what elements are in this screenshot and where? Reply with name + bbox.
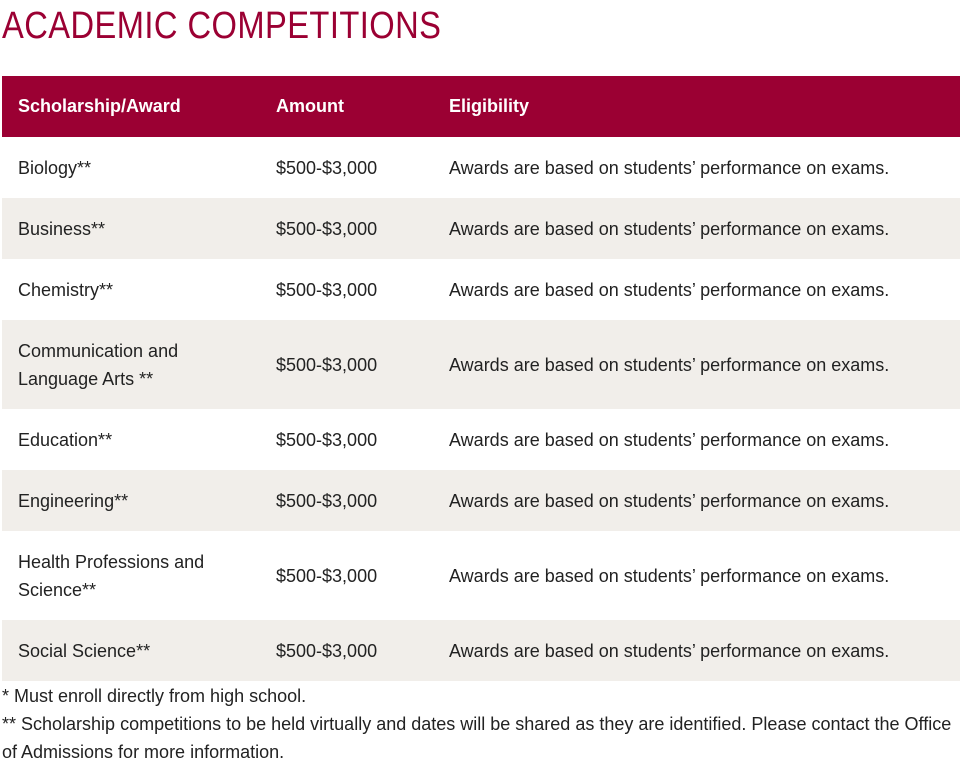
award-name: Social Science** bbox=[18, 640, 151, 661]
award-amount: $500-$3,000 bbox=[276, 157, 378, 178]
table-body bbox=[2, 137, 960, 681]
scholarship-table bbox=[2, 76, 960, 681]
table-header-row bbox=[2, 76, 960, 137]
footnotes bbox=[2, 682, 964, 766]
table-header bbox=[2, 76, 960, 137]
table-row bbox=[2, 137, 960, 198]
award-amount: $500-$3,000 bbox=[276, 565, 378, 586]
award-amount: $500-$3,000 bbox=[276, 490, 378, 511]
award-amount: $500-$3,000 bbox=[276, 354, 378, 375]
footnote-virtual-competitions: ** Scholarship competitions to be held virtually and dates will be shared as they are identified. Please contact the Office of Admissions for more information. bbox=[2, 714, 952, 762]
table-row bbox=[2, 531, 960, 620]
award-name: Education** bbox=[18, 429, 113, 450]
award-name: Health Professions and Science** bbox=[18, 551, 205, 600]
award-eligibility: Awards are based on students’ performance on exams. bbox=[449, 354, 890, 375]
award-name: Business** bbox=[18, 218, 106, 239]
column-header-amount: Amount bbox=[276, 96, 344, 116]
award-eligibility: Awards are based on students’ performance on exams. bbox=[449, 490, 890, 511]
table-row bbox=[2, 320, 960, 409]
award-eligibility: Awards are based on students’ performance on exams. bbox=[449, 279, 890, 300]
table-row bbox=[2, 409, 960, 470]
award-eligibility: Awards are based on students’ performance on exams. bbox=[449, 218, 890, 239]
footnote-enrollment: * Must enroll directly from high school. bbox=[2, 686, 307, 706]
table-row bbox=[2, 620, 960, 681]
award-name: Biology** bbox=[18, 157, 92, 178]
award-eligibility: Awards are based on students’ performance on exams. bbox=[449, 565, 890, 586]
table-row bbox=[2, 470, 960, 531]
award-eligibility: Awards are based on students’ performance on exams. bbox=[449, 429, 890, 450]
column-header-award: Scholarship/Award bbox=[18, 96, 181, 116]
table-row bbox=[2, 259, 960, 320]
award-amount: $500-$3,000 bbox=[276, 218, 378, 239]
award-eligibility: Awards are based on students’ performance on exams. bbox=[449, 157, 890, 178]
table-row bbox=[2, 198, 960, 259]
award-amount: $500-$3,000 bbox=[276, 429, 378, 450]
award-name: Communication and Language Arts ** bbox=[18, 340, 179, 389]
award-name: Engineering** bbox=[18, 490, 129, 511]
award-amount: $500-$3,000 bbox=[276, 279, 378, 300]
award-name: Chemistry** bbox=[18, 279, 114, 300]
award-eligibility: Awards are based on students’ performance on exams. bbox=[449, 640, 890, 661]
award-amount: $500-$3,000 bbox=[276, 640, 378, 661]
column-header-eligibility: Eligibility bbox=[449, 96, 530, 116]
page-title: ACADEMIC COMPETITIONS bbox=[2, 5, 442, 47]
